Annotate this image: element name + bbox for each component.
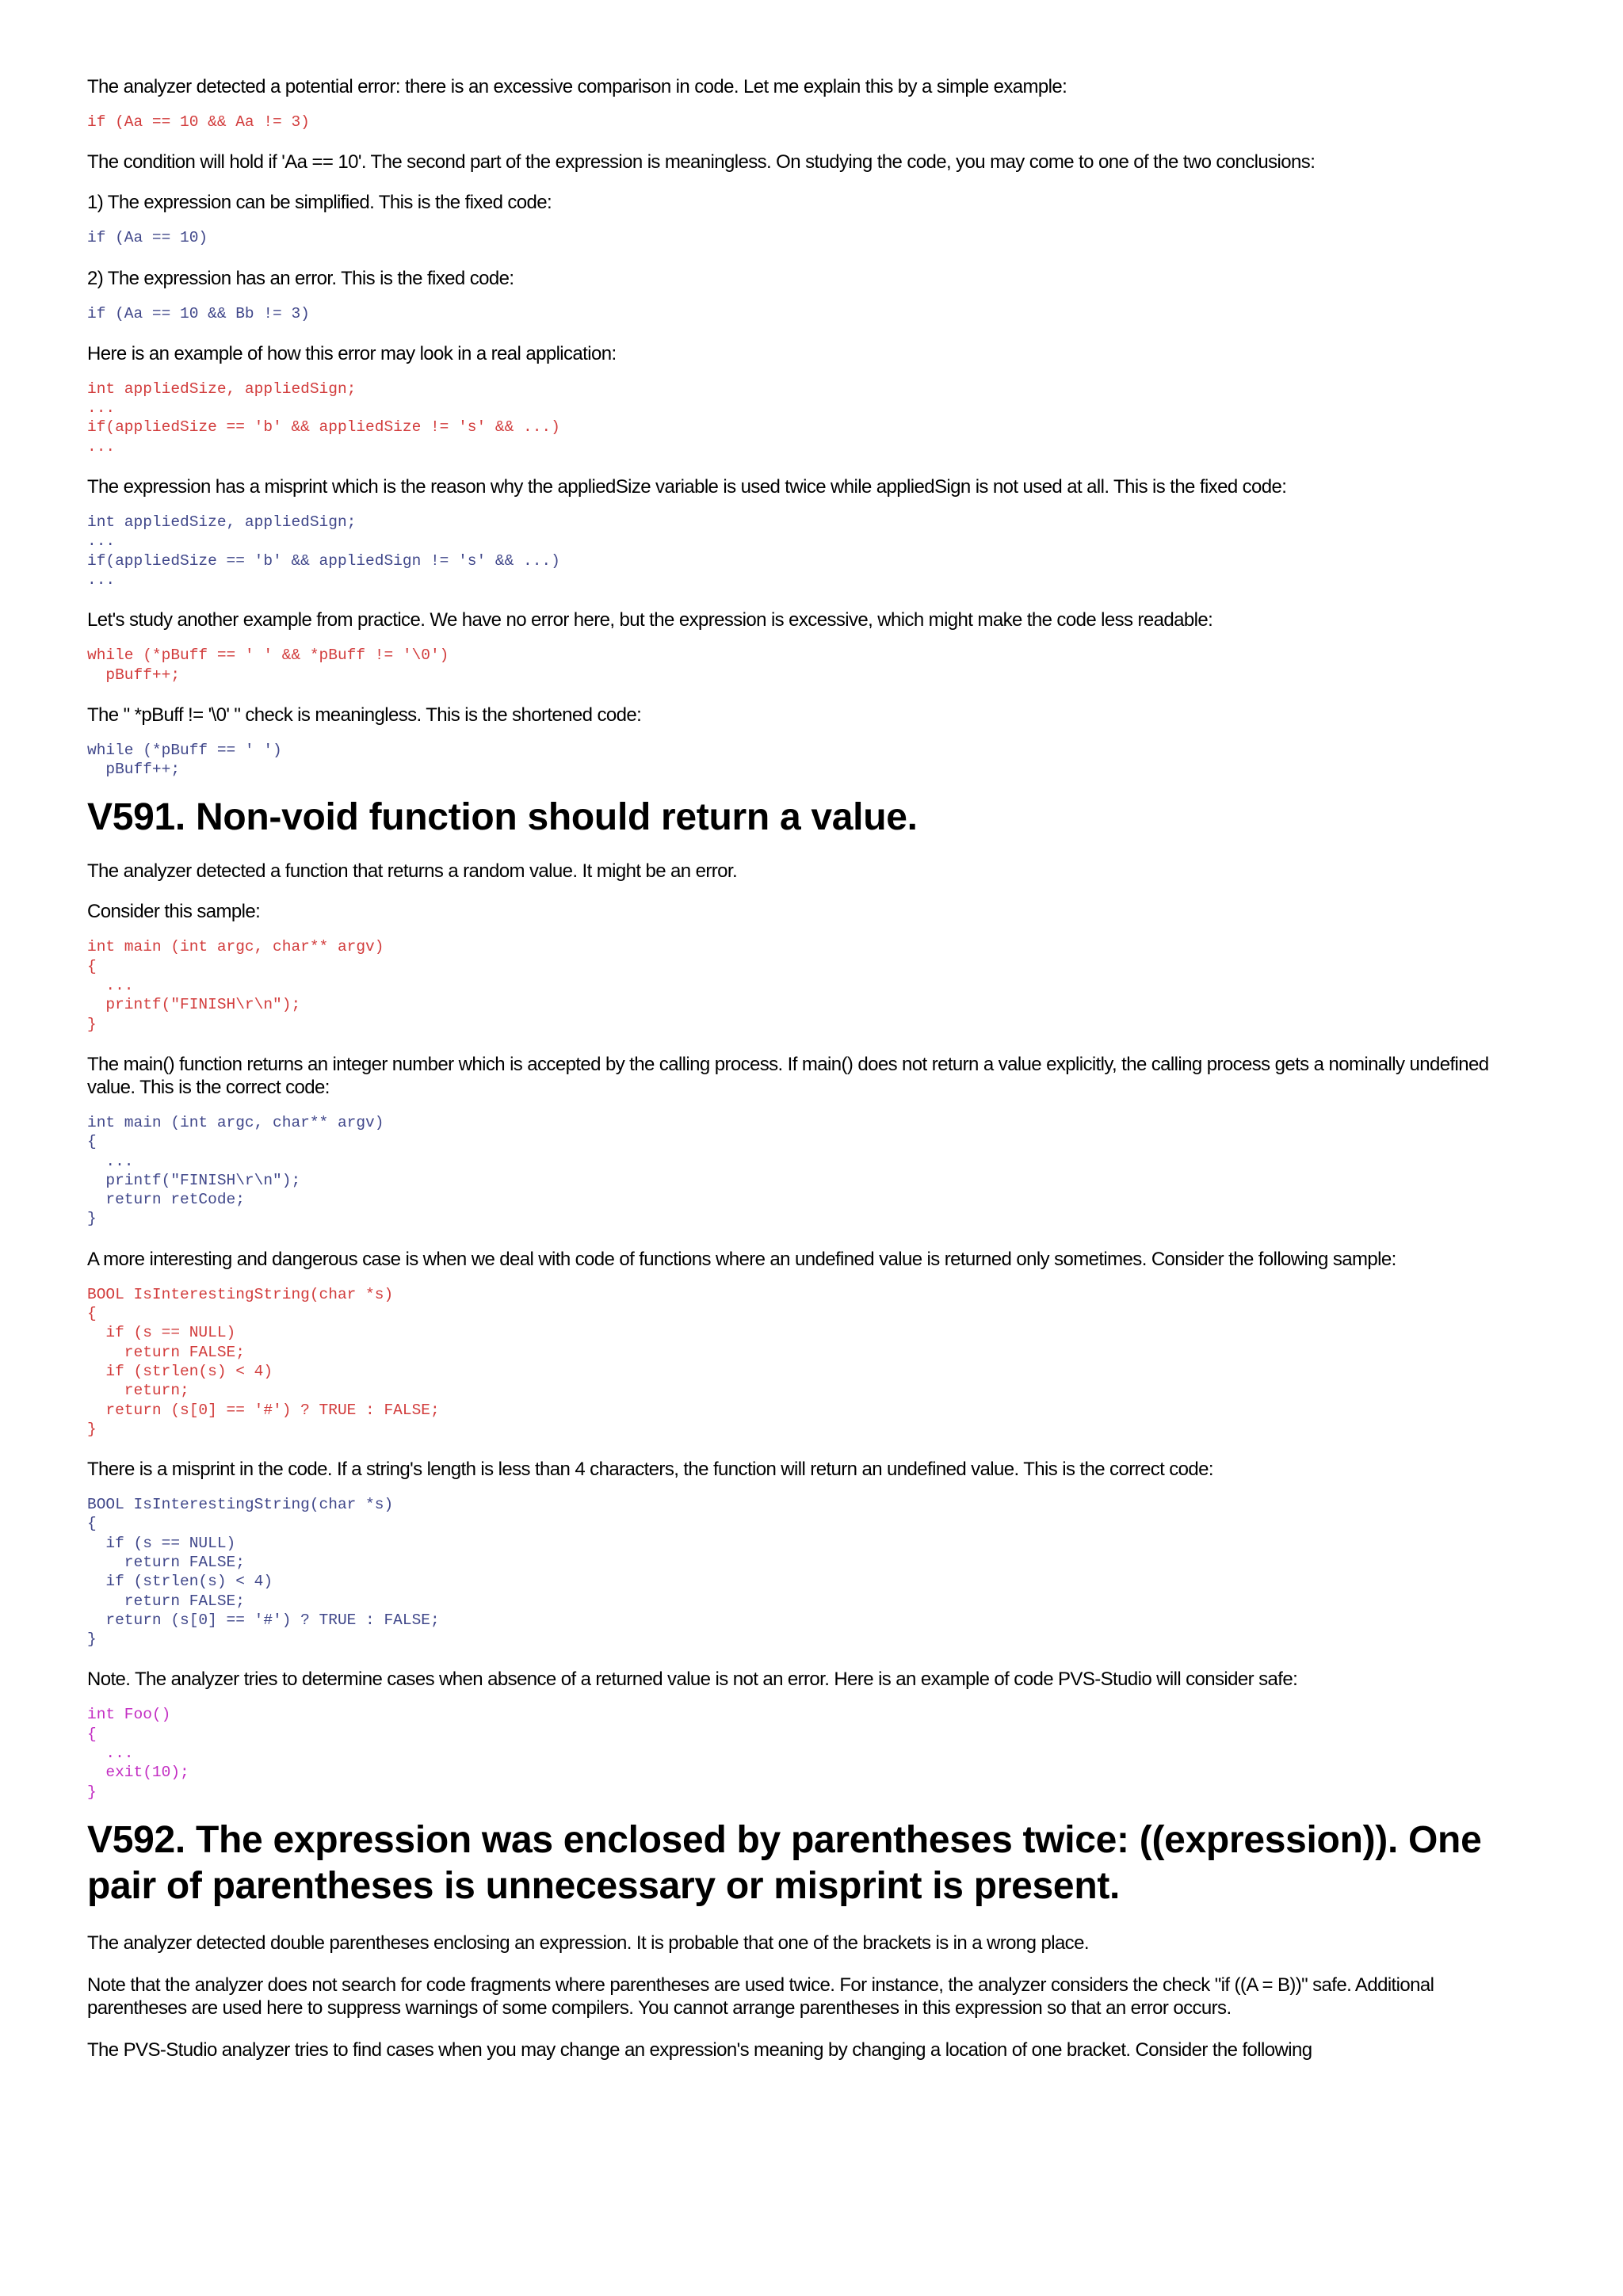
v592-paragraph: The PVS-Studio analyzer tries to find cases when you may change an expression's meaning by changing a location of one bracket. Consider the following — [87, 2039, 1312, 2061]
intro-paragraph: The expression has a misprint which is the reason why the appliedSize variable is used twice while appliedSign is not used at all. This is the fixed code: — [87, 476, 1287, 498]
code-block-fixed: int appliedSize, appliedSign; ... if(appliedSize == 'b' && appliedSign != 's' && ...) ... — [87, 513, 560, 589]
v592-paragraph: The analyzer detected double parentheses enclosing an expression. It is probable that one of the brackets is in a wrong place. — [87, 1932, 1089, 1954]
v591-paragraph: The main() function returns an integer number which is accepted by the calling process. If main() does not return a value explicitly, the calling process gets a nominally undefined value. This is the correct code: — [87, 1053, 1489, 1098]
code-block-fixed: if (Aa == 10 && Bb != 3) — [87, 304, 310, 322]
code-block-error: while (*pBuff == ' ' && *pBuff != '\0') pBuff++; — [87, 646, 449, 684]
code-block-error: int main (int argc, char** argv) { ... printf("FINISH\r\n"); } — [87, 938, 384, 1033]
code-block-error: if (Aa == 10 && Aa != 3) — [87, 113, 310, 131]
code-block-fixed: if (Aa == 10) — [87, 229, 208, 247]
intro-paragraph: Here is an example of how this error may look in a real application: — [87, 342, 617, 364]
v592-paragraph: Note that the analyzer does not search for code fragments where parentheses are used twice. For instance, the analyzer considers the check "if ((A = B))" safe. Additional parentheses are used here to suppress warnings of some compilers. You cannot arrange parentheses in this expression so that an error occurs. — [87, 1974, 1434, 2019]
intro-paragraph: Let's study another example from practice. We have no error here, but the expression is excessive, which might make the code less readable: — [87, 609, 1213, 631]
v591-paragraph: The analyzer detected a function that returns a random value. It might be an error. — [87, 860, 738, 883]
v591-paragraph: There is a misprint in the code. If a string's length is less than 4 characters, the function will return an undefined value. This is the correct code: — [87, 1459, 1213, 1481]
intro-paragraph: 1) The expression can be simplified. This is the fixed code: — [87, 192, 552, 214]
v591-paragraph: Consider this sample: — [87, 901, 261, 923]
intro-paragraph: The analyzer detected a potential error: there is an excessive comparison in code. Let me explain this by a simple example: — [87, 76, 1067, 97]
code-block-safe: int Foo() { ... exit(10); } — [87, 1706, 189, 1801]
section-heading-v592: V592. The expression was enclosed by parentheses twice: ((expression)). One pair of parentheses is unnecessary or misprint is present. — [87, 1818, 1482, 1907]
section-heading-v591: V591. Non-void function should return a value. — [87, 796, 918, 839]
code-block-error: BOOL IsInterestingString(char *s) { if (s == NULL) return FALSE; if (strlen(s) < 4) return; return (s[0] == '#') ? TRUE : FALSE; } — [87, 1285, 440, 1438]
v591-paragraph: A more interesting and dangerous case is when we deal with code of functions where an undefined value is returned only sometimes. Consider the following sample: — [87, 1248, 1396, 1270]
intro-paragraph: 2) The expression has an error. This is the fixed code: — [87, 267, 514, 289]
code-block-fixed: while (*pBuff == ' ') pBuff++; — [87, 741, 282, 779]
document-page — [87, 75, 1498, 2061]
code-block-error: int appliedSize, appliedSign; ... if(appliedSize == 'b' && appliedSize != 's' && ...) ... — [87, 379, 560, 456]
code-block-fixed: int main (int argc, char** argv) { ... printf("FINISH\r\n"); return retCode; } — [87, 1113, 384, 1228]
intro-paragraph: The " *pBuff != '\0' " check is meaningless. This is the shortened code: — [87, 704, 642, 726]
v591-paragraph: Note. The analyzer tries to determine cases when absence of a returned value is not an error. Here is an example of code PVS-Studio will consider safe: — [87, 1669, 1298, 1691]
intro-paragraph: The condition will hold if 'Aa == 10'. The second part of the expression is meaningless. On studying the code, you may come to one of the two conclusions: — [87, 151, 1316, 174]
code-block-fixed: BOOL IsInterestingString(char *s) { if (s == NULL) return FALSE; if (strlen(s) < 4) return FALSE; return (s[0] == '#') ? TRUE : FALSE; } — [87, 1496, 440, 1649]
